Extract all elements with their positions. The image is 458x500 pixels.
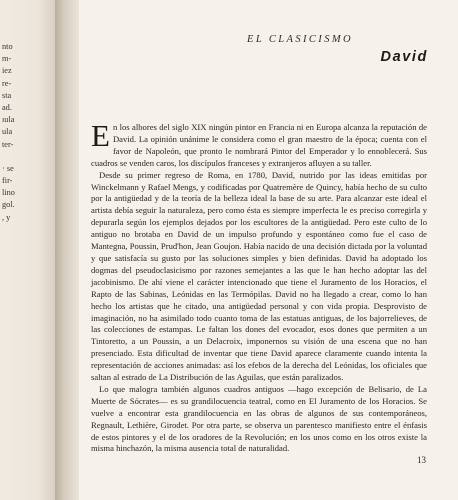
paragraph-3: Lo que malogra también algunos cuadros antiguos —hago excepción de Belisario, de La Muerte de Sócrates— es su grandilocuencia teatral, como en El Juramento de los Horacios. Se vuelve a encontrar esta grandilocuencia en las obras de algunos de sus contemporáneos, Regnault, Lethière, Girodet. Por otra parte, se observa un parentesco manifiesto entre el énfasis de estos pintores y el de los oradores de la Revolución; en los unos como en los otros existe la misma hinchazón, la misma ausencia total de naturalidad. bbox=[91, 383, 427, 454]
left-page-edge bbox=[0, 0, 55, 500]
paragraph-1-text: n los albores del siglo XIX ningún pintor en Francia ni en Europa alcanza la reputación de David. La opinión unánime le considera como el gran maestro de la época; cuenta con el favor de Napoleón, que pronto le nombrará Pintor del Emperador y lo ennoblecerá. Sus cuadros se venden caros, los discípulos franceses y extranjeros afluyen a su taller. bbox=[91, 122, 427, 168]
left-page-line: , y bbox=[2, 212, 11, 222]
left-page-text-fragments bbox=[2, 41, 52, 224]
left-page-line: fir- bbox=[2, 176, 13, 186]
drop-cap: E bbox=[91, 118, 110, 153]
left-page-line: nto bbox=[2, 42, 13, 51]
section-title: EL CLASICISMO bbox=[247, 34, 353, 45]
left-page-line: · se bbox=[2, 163, 14, 173]
left-page-line: ad. bbox=[2, 102, 12, 112]
book-gutter bbox=[55, 0, 79, 500]
left-page-line: ıula bbox=[2, 115, 15, 125]
left-page-line bbox=[2, 151, 52, 163]
left-page-line: lino bbox=[2, 188, 15, 198]
left-page-line: m- bbox=[2, 54, 12, 64]
left-page-line: ula bbox=[2, 127, 13, 137]
article-body bbox=[91, 118, 427, 455]
paragraph-1 bbox=[91, 118, 427, 170]
article-title: David bbox=[380, 49, 428, 65]
paragraph-2: Desde su primer regreso de Roma, en 1780, David, nutrido por las ideas emitidas por Winckelmann y Rafael Mengs, y codificadas por Quatremère de Quincy, había hecho de su culto por la antigüedad y de la teoría de la belleza ideal la base de su arte. Para alcanzar este ideal el artista debía seguir la naturaleza, pero como ésta es siempre imperfecta le es preciso corregirla y depurarla según los ejemplos dejados por los escultores de la antigüedad. Pero este culto de lo antiguo no brotaba en David de un impulso profundo y espontáneo como fue el caso de Mantegna, Poussin, Prud'hon, Jean Goujon. Había nacido de una decisión dictada por la voluntad y que satisfacía su gusto por las soluciones simples y bien definidas. David ha adoptado los dogmas del pseudoclasicismo por razones semejantes a las que le han hecho adoptar las del jacobinismo. De ahí viene el carácter intencionado que tiene el Juramento de los Horacios, el Rapto de las Sabinas, Leónidas en las Termópilas. David no ha llegado a crear, como lo han hecho los artistas que he citado, una antigüedad personal y con vida propia. Desprovisto de imaginación, no ha asimilado todo cuanto toma de las estatuas antiguas, de los bajorrelieves, de las colecciones de estampas. Le faltan los dones del evocador, esos dones que permiten a un Tintoretto, a un Poussin, a un Delacroix, imponernos su visión de una escena que no han presenciado. Esta dificultad de inventar que tiene David aparece claramente cuando intenta la representación de acciones animadas: así los efebos de la derecha del Leónidas, los oficiales que saltan al estrado de La Distribución de las Aguilas, que están paralizados. bbox=[91, 169, 427, 383]
left-page-line: iez bbox=[2, 66, 12, 76]
page-number: 13 bbox=[417, 455, 426, 465]
left-page-line: gol. bbox=[2, 200, 15, 210]
left-page-line: re- bbox=[2, 78, 12, 88]
left-page-line: ter- bbox=[2, 139, 14, 149]
left-page-line: sta bbox=[2, 90, 12, 100]
